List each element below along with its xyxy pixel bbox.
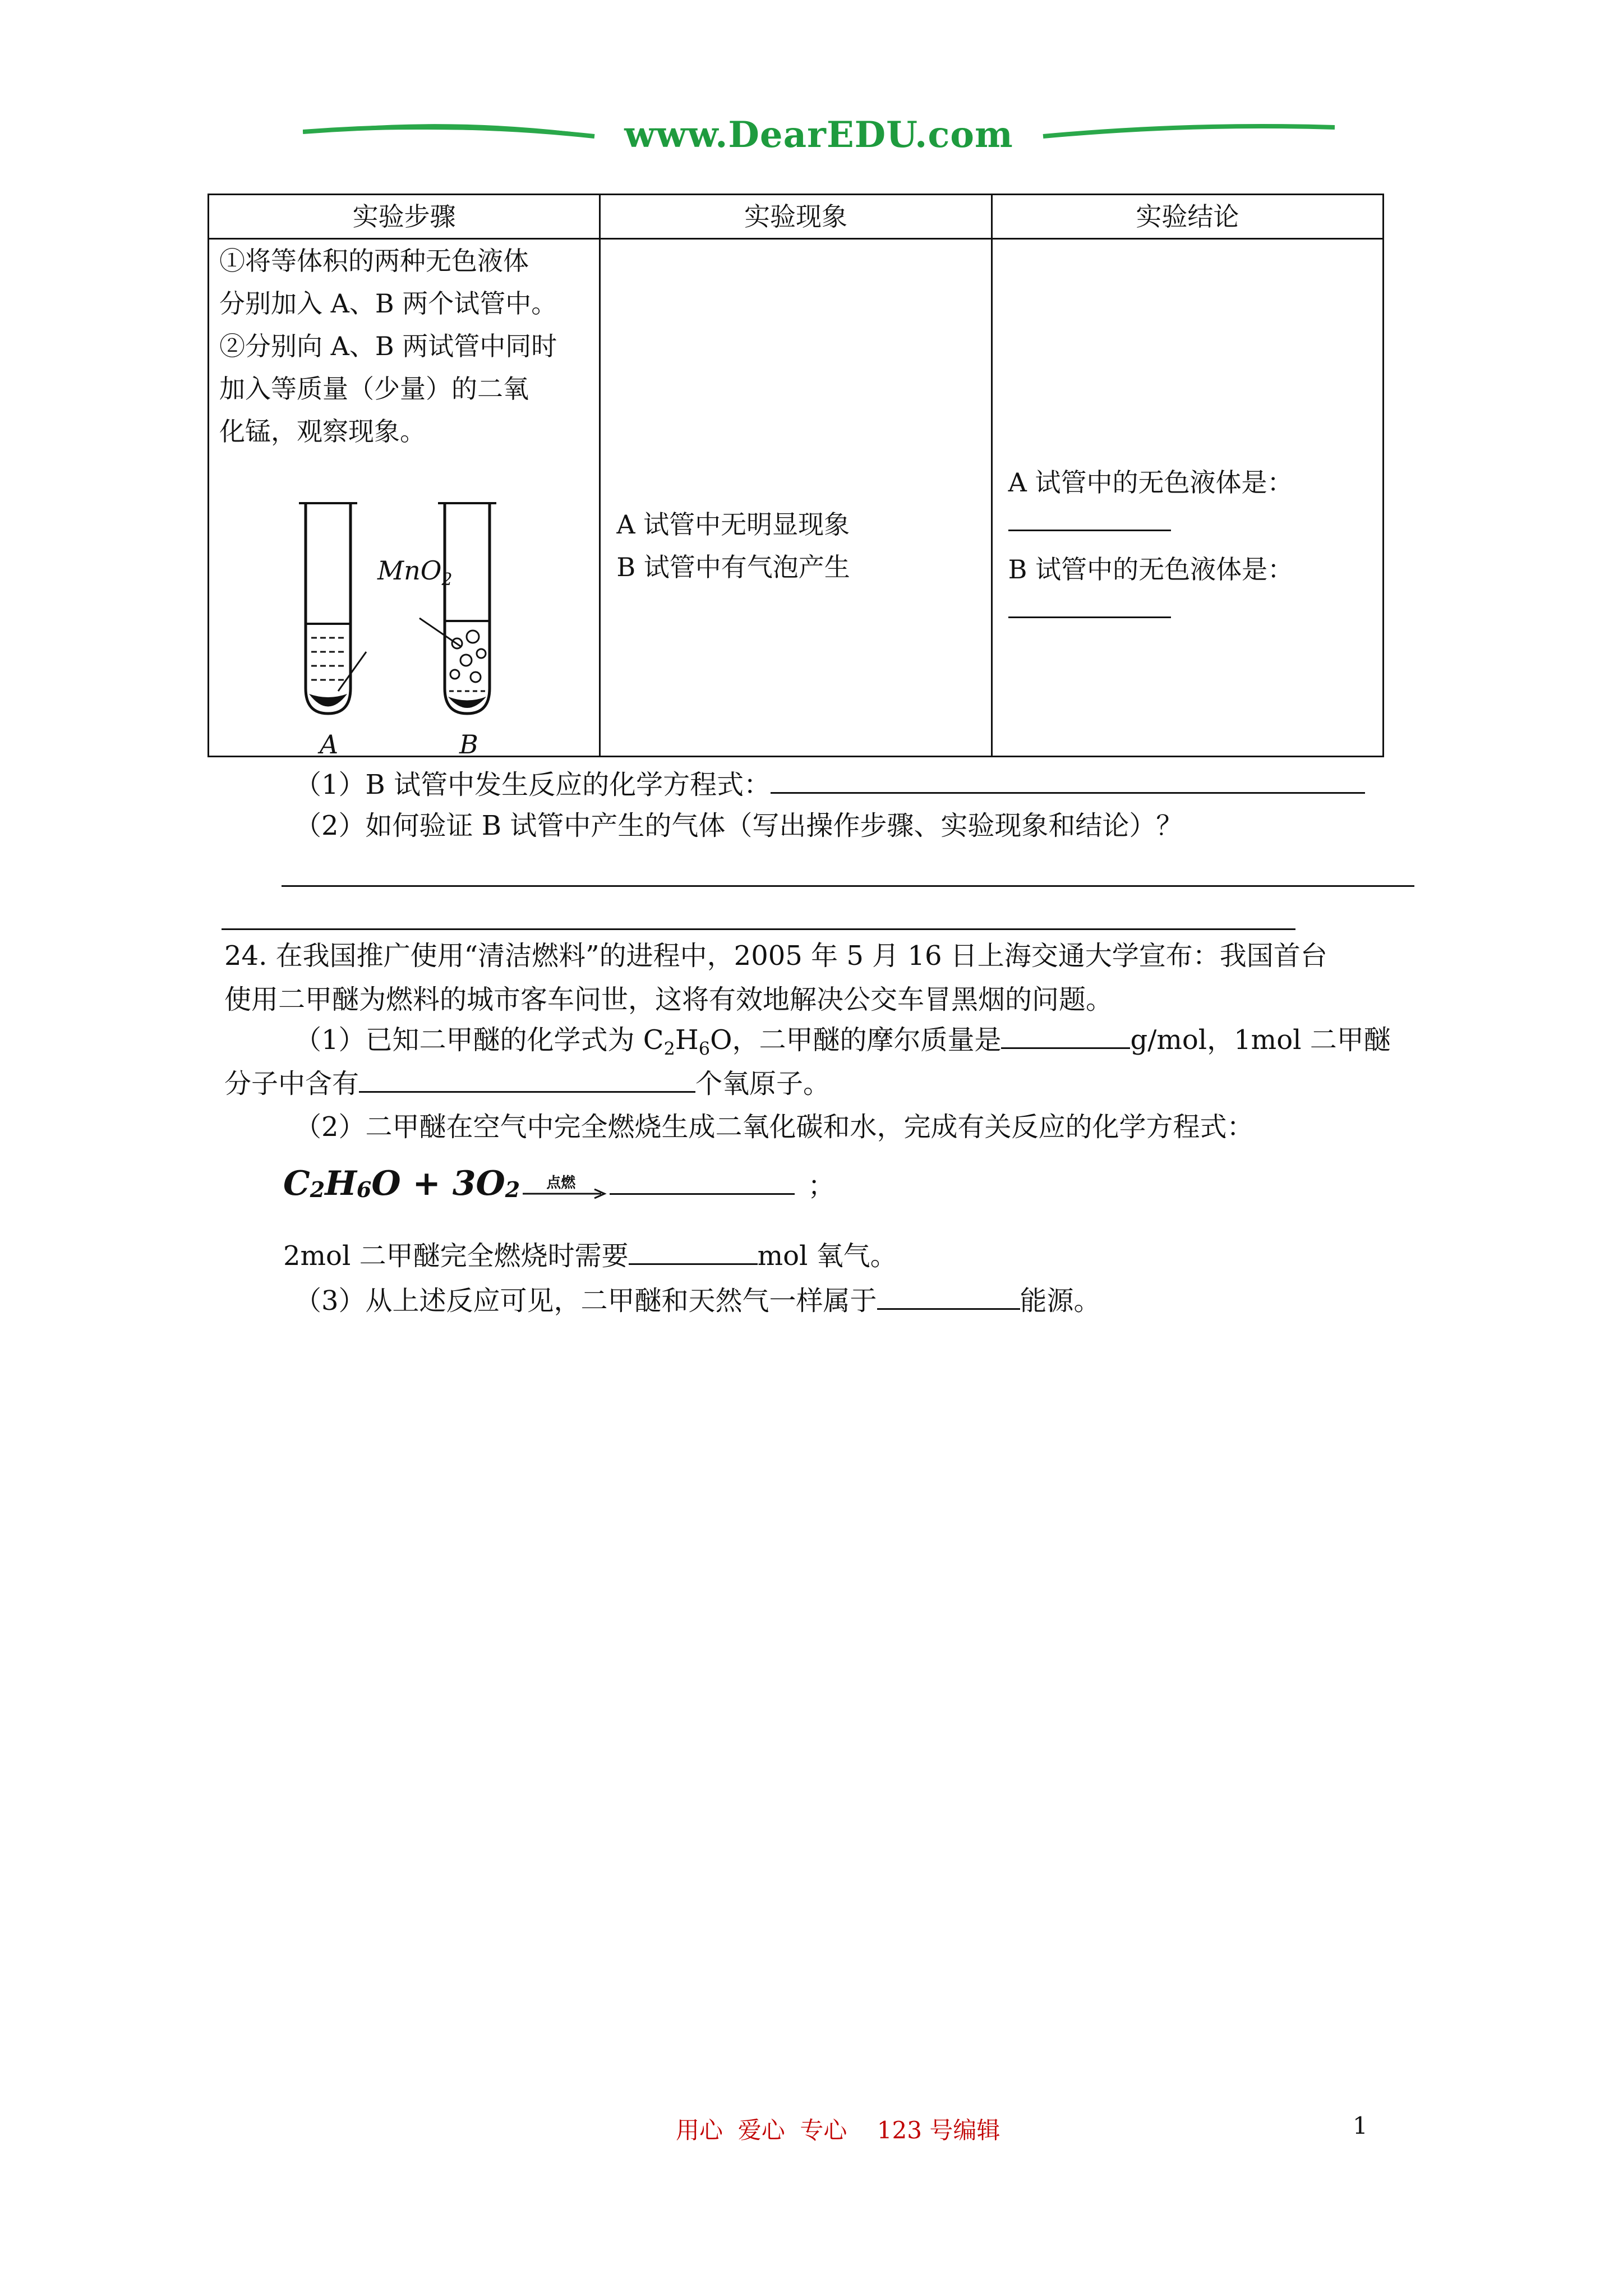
question-23-part-1: （1）B 试管中发生反应的化学方程式：	[294, 763, 1388, 807]
step-line: 化锰，观察现象。	[219, 416, 426, 447]
chemical-equation: $C_2H_6O + 3O_2$ 点燃 ；	[283, 1164, 844, 1214]
question-24-part-2: （2）二甲醚在空气中完全燃烧生成二氧化碳和水，完成有关反应的化学方程式：	[294, 1111, 1254, 1143]
site-brand: www.DearEDU.com	[624, 114, 1013, 156]
table-header-row	[209, 195, 1384, 239]
tube-b-label: B	[459, 729, 478, 760]
answer-blank[interactable]	[629, 1241, 758, 1265]
test-tube-b-icon	[419, 503, 496, 714]
header-observations: 实验现象	[600, 195, 992, 239]
header-steps: 实验步骤	[209, 195, 600, 239]
question-24-part-1-cont: 分子中含有 个氧原子。	[224, 1068, 831, 1099]
reaction-arrow	[523, 1176, 607, 1209]
reagent-label: MnO$_2$	[377, 555, 453, 590]
conclusions-cell	[992, 239, 1383, 757]
test-tubes-figure	[282, 498, 574, 744]
observations-cell	[600, 239, 992, 757]
steps-cell	[209, 239, 600, 760]
conclusion-line: B 试管中的无色液体是：	[1008, 554, 1294, 585]
answer-blank[interactable]	[771, 770, 1365, 794]
step-line: 加入等质量（少量）的二氧	[219, 374, 529, 404]
site-header-logo	[303, 109, 1335, 160]
question-24-part-1: （1）已知二甲醚的化学式为 $C_2H_6O$，二甲醚的摩尔质量是 g/mol，1mol 二甲醚	[294, 1024, 1391, 1060]
answer-blank[interactable]	[359, 1069, 695, 1093]
answer-blank[interactable]	[1008, 504, 1171, 531]
question-23-part-2: （2）如何验证 B 试管中产生的气体（写出操作步骤、实验现象和结论）？	[294, 810, 1183, 841]
conclusion-line: A 试管中的无色液体是：	[1008, 467, 1293, 498]
answer-line[interactable]	[282, 885, 1414, 887]
page-number: 1	[1353, 2112, 1368, 2139]
tube-a-label: A	[320, 729, 339, 760]
step-line: ①将等体积的两种无色液体	[219, 246, 529, 276]
question-24-part-3: （3）从上述反应可见，二甲醚和天然气一样属于 能源。	[294, 1285, 1101, 1317]
observation-line: A 试管中无明显现象	[616, 509, 850, 540]
step-line: ②分别向 A、B 两试管中同时	[219, 331, 557, 361]
reaction-condition: 点燃	[546, 1174, 576, 1191]
step-line: 分别加入 A、B 两个试管中。	[219, 288, 557, 319]
test-tube-a-icon	[299, 503, 366, 714]
observation-line: B 试管中有气泡产生	[616, 552, 850, 582]
header-conclusions: 实验结论	[992, 195, 1383, 239]
observations-text	[616, 503, 850, 588]
question-24-part-2-cont: 2mol 二甲醚完全燃烧时需要 mol 氧气。	[283, 1240, 897, 1272]
experiment-table	[208, 194, 1384, 760]
answer-blank[interactable]	[877, 1286, 1020, 1310]
answer-blank[interactable]	[610, 1171, 795, 1195]
answer-blank[interactable]	[1001, 1025, 1130, 1049]
page-footer: 用心 爱心 专心 123 号编辑	[676, 2116, 1000, 2144]
question-24-intro: 24. 在我国推广使用“清洁燃料”的进程中，2005 年 5 月 16 日上海交通大学宣布：我国首台 使用二甲醚为燃料的城市客车问世，这将有效地解决公交车冒黑烟的问题。	[224, 940, 1327, 1015]
table-row	[209, 239, 1384, 757]
answer-blank[interactable]	[1008, 591, 1171, 618]
answer-line[interactable]	[222, 928, 1295, 930]
arrow-right-icon	[523, 1176, 607, 1209]
conclusions-text	[1008, 461, 1293, 635]
